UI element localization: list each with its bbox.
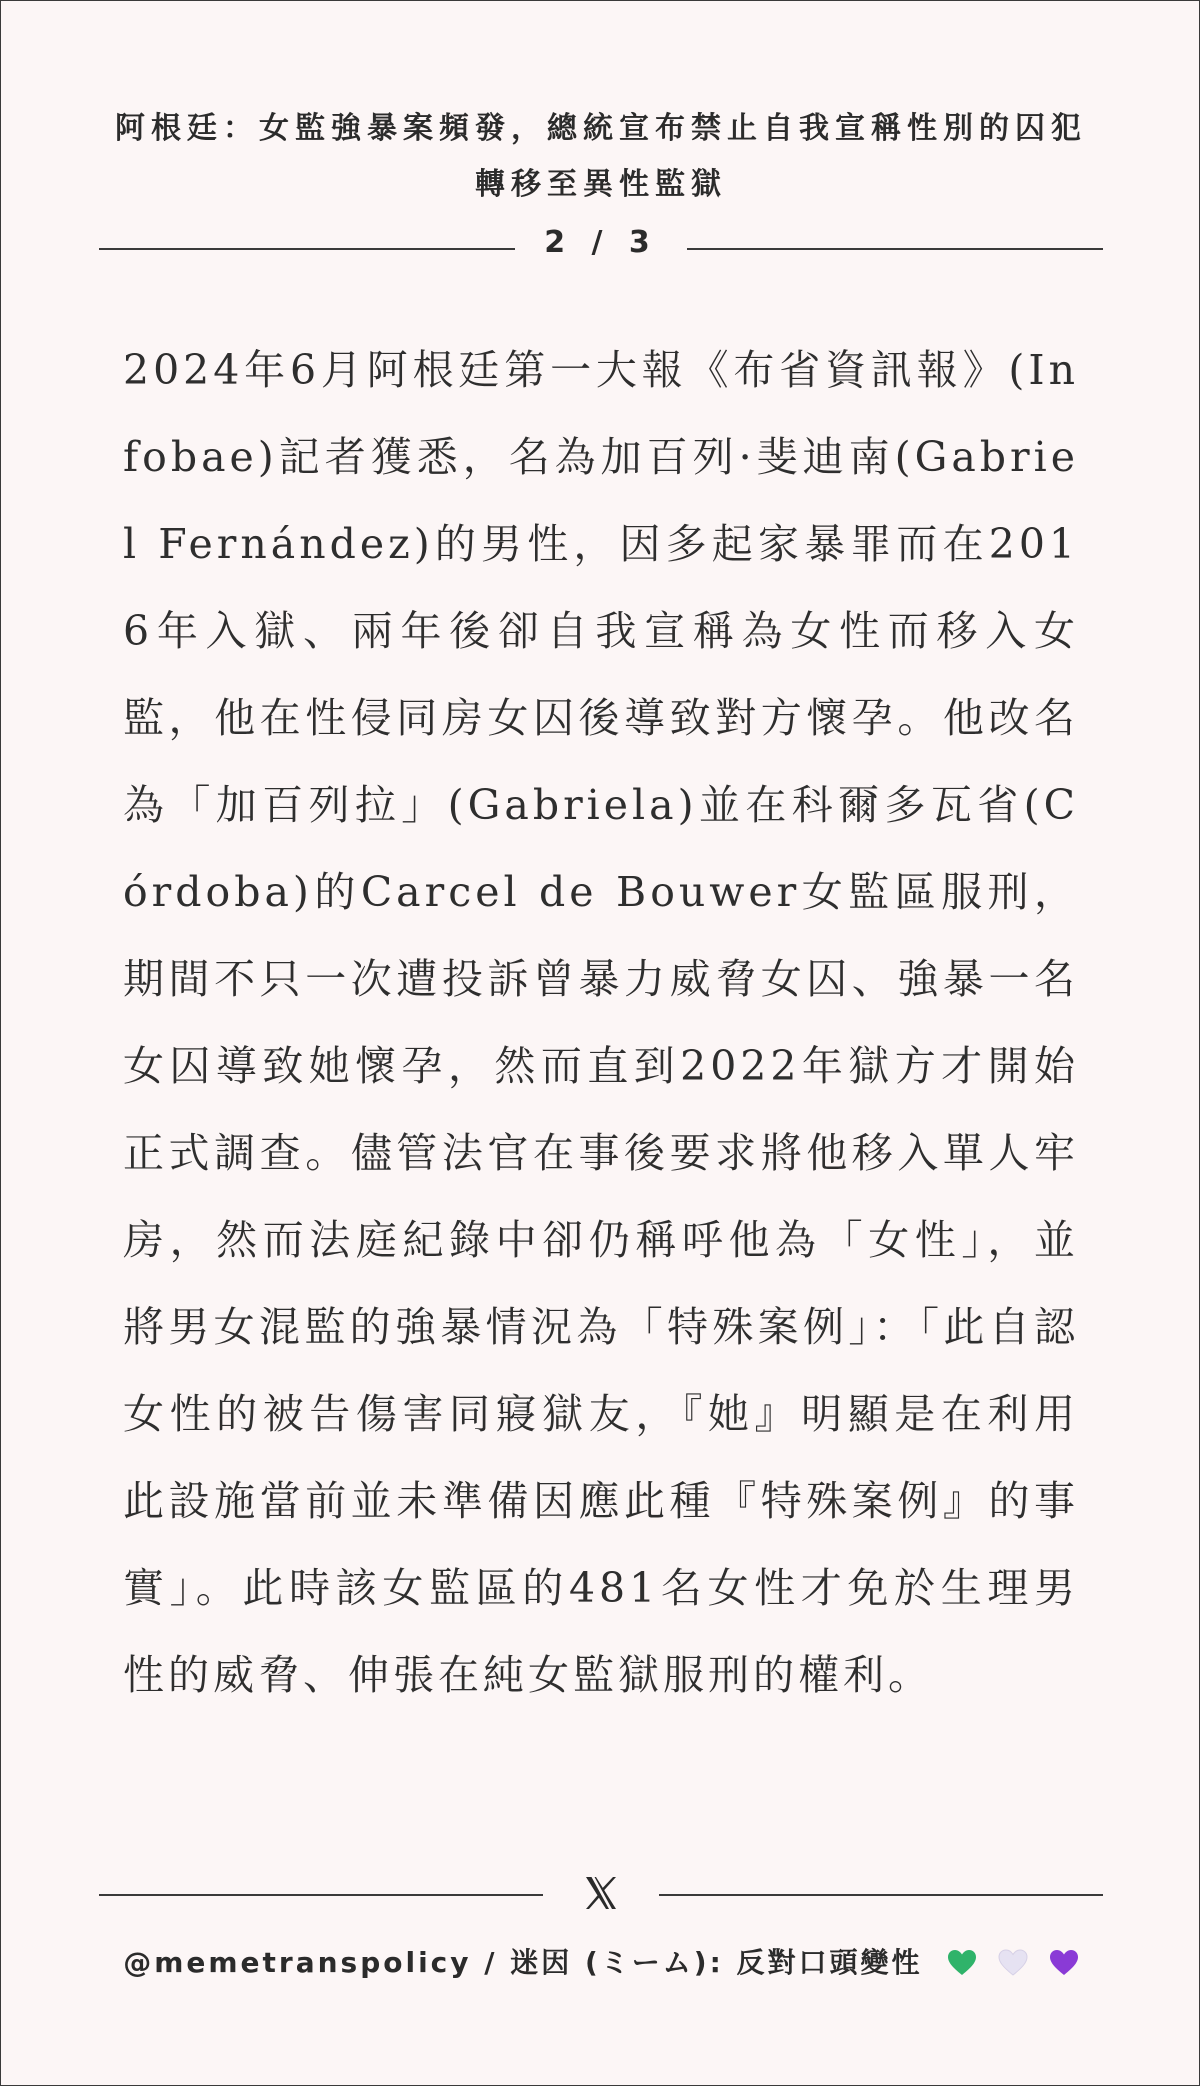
footer-credit: [101, 1943, 1101, 1984]
page-title: 阿根廷：女監強暴案頻發，總統宣布禁止自我宣稱性別的囚犯轉移至異性監獄: [115, 111, 1087, 202]
x-logo-icon[interactable]: [583, 1875, 619, 1911]
footer-divider-row: [99, 1873, 1103, 1923]
green-heart-icon: [947, 1949, 977, 1977]
divider-left: [99, 248, 515, 250]
footer-divider-left: [99, 1894, 543, 1896]
footer-divider-right: [659, 1894, 1103, 1896]
purple-heart-icon: [1049, 1949, 1079, 1977]
page-indicator-row: [99, 223, 1103, 263]
credit-text: @memetranspolicy / 迷因 (ミーム): 反對口頭變性: [123, 1946, 923, 1979]
article-body: 2024年6月阿根廷第一大報《布省資訊報》(Infobae)記者獲悉，名為加百列·斐迪南(Gabriel Fernández)的男性，因多起家暴罪而在2016年入獄、兩年後卻自我宣稱為女性而移入女監，他在性侵同房女囚後導致對方懷孕。他改名為「加百列拉」(Gabriela)並在科爾多瓦省(Córdoba)的Carcel de Bouwer女監區服刑，期間不只一次遭投訴曾暴力威脅女囚、強暴一名女囚導致她懷孕，然而直到2022年獄方才開始正式調查。儘管法官在事後要求將他移入單人牢房，然而法庭紀錄中卻仍稱呼他為「女性」，並將男女混監的強暴情況為「特殊案例」：「此自認女性的被告傷害同寢獄友，『她』明顯是在利用此設施當前並未準備因應此種『特殊案例』的事實」。此時該女監區的481名女性才免於生理男性的威脅、伸張在純女監獄服刑的權利。: [123, 346, 1079, 1699]
divider-right: [687, 248, 1103, 250]
page-indicator: 2 / 3: [544, 225, 658, 260]
white-heart-icon: [998, 1949, 1028, 1977]
heart-emojis: [939, 1944, 1079, 1984]
